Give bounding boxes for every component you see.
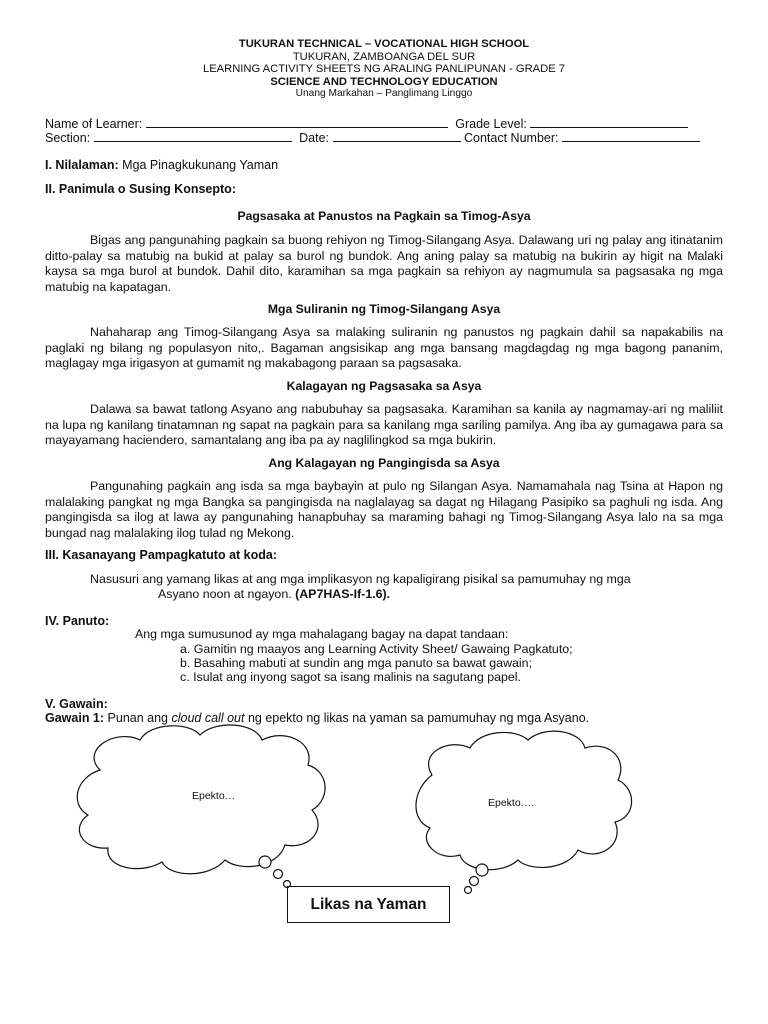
subheading-pangingisda: Ang Kalagayan ng Pangingisda sa Asya bbox=[268, 456, 500, 470]
cloud-left-label: Epekto… bbox=[192, 790, 236, 802]
school-name: TUKURAN TECHNICAL – VOCATIONAL HIGH SCHOOL bbox=[238, 38, 530, 50]
section-panuto: IV. Panuto: bbox=[45, 614, 110, 628]
paragraph-suliranin: Nahaharap ang Timog-Silangang Asya sa malaking suliranin ng panustos ng pagkain dahil sa napakabilis na paglaki ng bilang ng populasyon nito,. Bagaman angsisikap ang mga bansang magdagdag ng mga bagong pananim, maglagay mga irigasyon at gumamit ng makabagong paraan sa pagsasaka. bbox=[45, 325, 723, 371]
kasanayan-line-1: Nasusuri ang yamang likas at ang mga implikasyon ng kapaligirang pisikal sa pamumuhay ng mga bbox=[90, 572, 631, 586]
panuto-item-c: c. Isulat ang inyong sagot sa isang malinis na sagutang papel. bbox=[180, 670, 521, 684]
cloud-right-bubble-1 bbox=[476, 864, 488, 876]
gawain-1-label: Gawain 1: bbox=[45, 711, 105, 725]
grade-label: Grade Level: bbox=[455, 117, 527, 131]
section-kasanayan: III. Kasanayang Pampagkatuto at koda: bbox=[45, 548, 278, 562]
likas-na-yaman-box: Likas na Yaman bbox=[287, 886, 450, 923]
name-label: Name of Learner: bbox=[45, 117, 143, 131]
section-gawain: V. Gawain: bbox=[45, 697, 108, 711]
subheading-suliranin: Mga Suliranin ng Timog-Silangang Asya bbox=[267, 302, 501, 316]
gawain-1-post: ng epekto ng likas na yaman sa pamumuhay ng mga Asyano. bbox=[247, 711, 590, 725]
section-panimula: II. Panimula o Susing Konsepto: bbox=[45, 182, 236, 196]
sheet-title: LEARNING ACTIVITY SHEETS NG ARALING PANLIPUNAN - GRADE 7 bbox=[202, 63, 566, 75]
date-label: Date: bbox=[299, 131, 330, 145]
cloud-right-label: Epekto…. bbox=[488, 797, 535, 809]
nilalaman-label: I. Nilalaman: bbox=[45, 158, 119, 172]
section-label: Section: bbox=[45, 131, 91, 145]
paragraph-kalagayan-pagsasaka: Dalawa sa bawat tatlong Asyano ang nabubuhay sa pagsasaka. Karamihan sa kanila ay nagmamay-ari ng maliliit na lupa ng kanilang tinatamnan ng sapat na pagkain para sa kanilang mga sariling pamilya. Ang iba ay gumagawa para sa mayayamang haciendero, samantalang ang iba pa ay naglilingkod sa mga bukirin. bbox=[45, 402, 723, 448]
panuto-item-b: b. Basahing mabuti at sundin ang mga panuto sa bawat gawain; bbox=[180, 656, 532, 670]
panuto-item-a: a. Gamitin ng maayos ang Learning Activity Sheet/ Gawaing Pagkatuto; bbox=[180, 642, 573, 656]
program-name: SCIENCE AND TECHNOLOGY EDUCATION bbox=[270, 75, 498, 88]
kasanayan-text: Asyano noon at ngayon. bbox=[158, 587, 292, 601]
gawain-1-pre: Punan ang bbox=[107, 711, 169, 725]
gawain-1-emphasis: cloud call out bbox=[171, 711, 245, 725]
subheading-kalagayan-pagsasaka: Kalagayan ng Pagsasaka sa Asya bbox=[286, 379, 482, 393]
cloud-left-bubble-2 bbox=[274, 870, 283, 879]
subheading-pagsasaka: Pagsasaka at Panustos na Pagkain sa Timog-Asya bbox=[237, 209, 531, 223]
panuto-intro: Ang mga sumusunod ay mga mahalagang bagay na dapat tandaan: bbox=[135, 627, 509, 641]
school-location: TUKURAN, ZAMBOANGA DEL SUR bbox=[292, 50, 476, 63]
cloud-left-bubble-1 bbox=[259, 856, 271, 868]
quarter-week: Unang Markahan – Panglimang Linggo bbox=[295, 88, 473, 99]
contact-label: Contact Number: bbox=[464, 131, 559, 145]
paragraph-pagsasaka: Bigas ang pangunahing pagkain sa buong rehiyon ng Timog-Silangang Asya. Dalawang uri ng palay ang itinatanim ditto-palay sa matubig na bukid at palay sa burol ng bundok. Ang aning palay sa matubig na bukirin ay higit na Malaki kaysa sa mga burol at bundok. Dahil dito, karamihan sa mga pagkain sa rehiyon ay nagmumula sa pagsasaka ng mga matubig na kapatagan. bbox=[45, 233, 723, 294]
cloud-right-bubble-3 bbox=[465, 887, 472, 894]
paragraph-pangingisda: Pangunahing pagkain ang isda sa mga baybayin at pulo ng Silangan Asya. Namamahala nag Tsina at Hapon ng malalaking pangkat ng mga Bangka sa pangingisda na naglalayag sa dagat ng Hilagang Pasipiko sa paghuli ng isda. Ang pangingisda sa ilog at lawa ay pangunahing hanapbuhay sa maraming bahagi ng Timog-Silangang Asya lalo na sa mga bungad nag malalaking ilog tulad ng Mekong. bbox=[45, 479, 723, 540]
nilalaman-value: Mga Pinagkukunang Yaman bbox=[122, 158, 279, 172]
cloud-right-bubble-2 bbox=[470, 877, 479, 886]
learning-code: (AP7HAS-If-1.6). bbox=[295, 587, 391, 601]
